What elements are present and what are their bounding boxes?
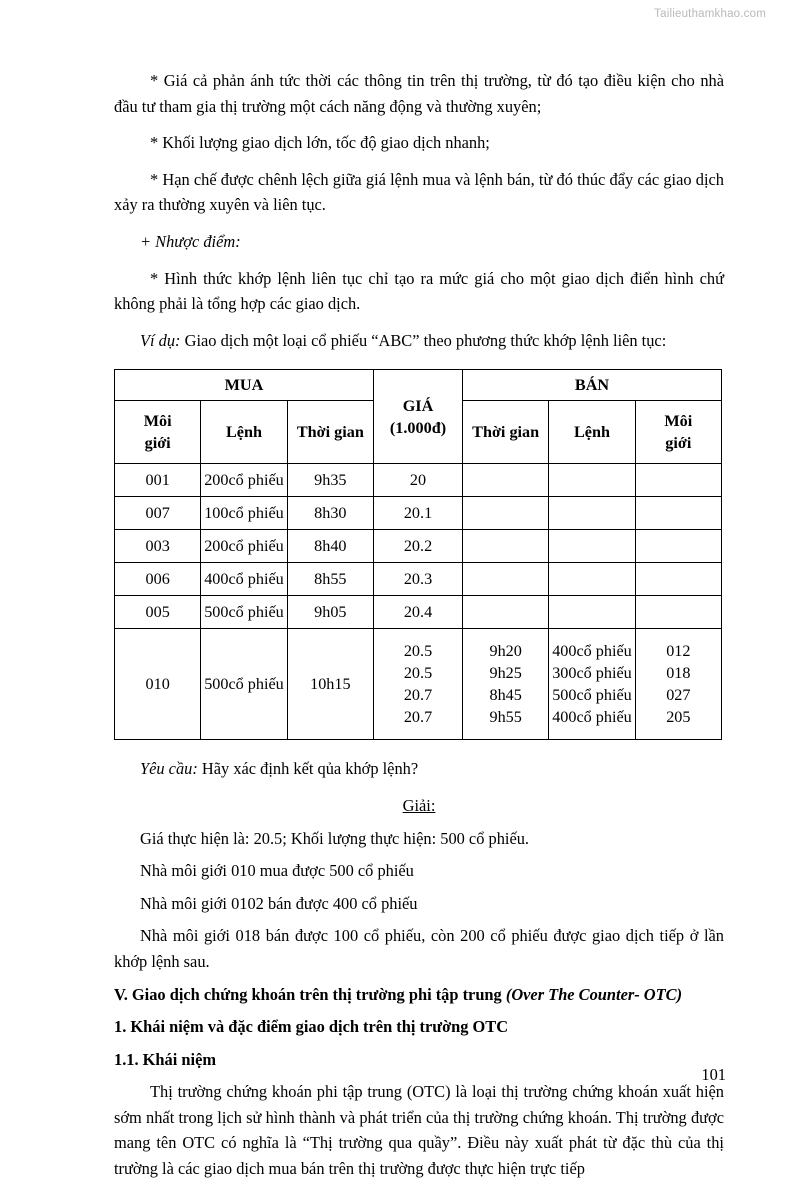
table-row bbox=[115, 563, 722, 596]
cell-sell-order bbox=[549, 563, 635, 596]
cell-buy-order: 500cổ phiếu bbox=[201, 596, 287, 629]
page-content bbox=[114, 68, 724, 1182]
buy-broker-line-1: Môi bbox=[143, 412, 172, 431]
heading-section-1-1: 1.1. Khái niệm bbox=[114, 1049, 216, 1069]
paragraph-bullet-1: * Giá cả phản ánh tức thời các thông tin trên thị trường, từ đó tạo điều kiện cho nhà đầu tư tham gia thị trường một cách năng động và thường xuyên; bbox=[114, 71, 724, 116]
cell-sell-broker bbox=[635, 497, 721, 530]
sell-broker-line-2: giới bbox=[665, 434, 692, 453]
cell-sell-broker bbox=[635, 563, 721, 596]
cell-sell-broker bbox=[635, 464, 721, 497]
watermark-text: Tailieuthamkhao.com bbox=[654, 8, 766, 20]
price-unit-label: (1.000đ) bbox=[389, 418, 447, 437]
price-label: GIÁ bbox=[402, 396, 434, 415]
sell-order-entry: 400cổ phiếu bbox=[552, 708, 632, 727]
paragraph-yeu-cau bbox=[114, 756, 724, 782]
spacer bbox=[114, 317, 724, 328]
spacer bbox=[114, 218, 724, 229]
price-entry: 20.5 bbox=[403, 642, 433, 661]
paragraph-vi-du bbox=[114, 328, 724, 354]
table-head bbox=[115, 370, 722, 464]
spacer bbox=[114, 916, 724, 923]
paragraph-otc-definition: Thị trường chứng khoán phi tập trung (OTC) là loại thị trường chứng khoán xuất hiện sớm nhất trong lịch sử hình thành và phát triển của thị trường chứng khoán. Thị trường được mang tên OTC có nghĩa là “Thị trường qua quầy”. Điều này xuất phát từ đặc thù của thị trường là các giao dịch mua bán trên thị trường được thực hiện trực tiếp bbox=[114, 1082, 724, 1179]
sell-broker-entry: 012 bbox=[666, 642, 691, 661]
cell-buy-order: 500cổ phiếu bbox=[201, 629, 287, 740]
col-header-sell-order: Lệnh bbox=[549, 401, 635, 464]
label-giai: Giải: bbox=[402, 795, 436, 815]
cell-buy-order: 400cổ phiếu bbox=[201, 563, 287, 596]
col-header-sell-broker bbox=[635, 401, 721, 464]
cell-sell-time bbox=[463, 497, 549, 530]
text-vi-du: Giao dịch một loại cổ phiếu “ABC” theo phương thức khớp lệnh liên tục: bbox=[180, 330, 667, 350]
cell-price: 20.2 bbox=[374, 530, 463, 563]
cell-sell-order bbox=[549, 497, 635, 530]
label-vi-du: Ví dụ: bbox=[140, 330, 181, 350]
sell-time-entry: 9h20 bbox=[489, 642, 522, 661]
cell-price: 20.1 bbox=[374, 497, 463, 530]
table-group-header-row bbox=[115, 370, 722, 401]
paragraph-giai-2: Nhà môi giới 010 mua được 500 cổ phiếu bbox=[140, 861, 414, 881]
text-yeu-cau: Hãy xác định kết qủa khớp lệnh? bbox=[197, 759, 419, 779]
cell-buy-time: 9h05 bbox=[287, 596, 373, 629]
spacer bbox=[114, 740, 724, 756]
cell-sell-broker bbox=[635, 596, 721, 629]
cell-buy-order: 100cổ phiếu bbox=[201, 497, 287, 530]
cell-sell-time bbox=[463, 530, 549, 563]
cell-sell-time bbox=[463, 596, 549, 629]
cell-sell-time-stack bbox=[463, 629, 549, 740]
paragraph-bullet-4: * Hình thức khớp lệnh liên tục chỉ tạo ra mức giá cho một giao dịch điển hình chứ không phải là tổng hợp các giao dịch. bbox=[114, 268, 724, 314]
cell-buy-time: 8h40 bbox=[287, 530, 373, 563]
cell-price: 20.3 bbox=[374, 563, 463, 596]
spacer bbox=[114, 975, 724, 982]
table-row bbox=[115, 530, 722, 563]
spacer bbox=[114, 1007, 724, 1014]
cell-buy-broker: 006 bbox=[115, 563, 201, 596]
spacer bbox=[114, 119, 724, 130]
spacer bbox=[114, 884, 724, 891]
paragraph-giai-1: Giá thực hiện là: 20.5; Khối lượng thực hiện: 500 cổ phiếu. bbox=[140, 828, 530, 848]
spacer bbox=[114, 353, 724, 369]
cell-sell-time bbox=[463, 563, 549, 596]
sell-order-entry: 300cổ phiếu bbox=[552, 664, 632, 683]
paragraph-bullet-3: * Hạn chế được chênh lệch giữa giá lệnh mua và lệnh bán, từ đó thúc đẩy các giao dịch xảy ra thường xuyên và liên tục. bbox=[114, 169, 724, 215]
col-header-buy-order: Lệnh bbox=[201, 401, 287, 464]
cell-sell-broker-stack bbox=[635, 629, 721, 740]
cell-buy-broker: 010 bbox=[115, 629, 201, 740]
paragraph-giai-3: Nhà môi giới 0102 bán được 400 cổ phiếu bbox=[140, 893, 418, 913]
sell-time-entry: 9h25 bbox=[489, 664, 522, 683]
sell-broker-line-1: Môi bbox=[664, 412, 693, 431]
spacer bbox=[114, 851, 724, 858]
cell-sell-order bbox=[549, 596, 635, 629]
cell-price-stack bbox=[374, 629, 463, 740]
cell-buy-time: 8h55 bbox=[287, 563, 373, 596]
heading-v-italic-text: (Over The Counter- OTC) bbox=[505, 984, 683, 1004]
cell-price: 20 bbox=[374, 464, 463, 497]
label-nhuoc-diem: + Nhược điểm: bbox=[140, 231, 241, 251]
table-row-multiline bbox=[115, 629, 722, 740]
cell-buy-order: 200cổ phiếu bbox=[201, 464, 287, 497]
cell-sell-time bbox=[463, 464, 549, 497]
group-header-price bbox=[374, 370, 463, 464]
col-header-buy-broker bbox=[115, 401, 201, 464]
cell-sell-order bbox=[549, 530, 635, 563]
paragraph-giai-heading bbox=[114, 793, 724, 819]
cell-price: 20.4 bbox=[374, 596, 463, 629]
sell-broker-entry: 027 bbox=[666, 686, 691, 705]
spacer bbox=[114, 782, 724, 793]
spacer bbox=[114, 1072, 724, 1079]
cell-buy-broker: 007 bbox=[115, 497, 201, 530]
table-row bbox=[115, 464, 722, 497]
paragraph-bullet-2: * Khối lượng giao dịch lớn, tốc độ giao dịch nhanh; bbox=[150, 133, 490, 153]
table-body bbox=[115, 464, 722, 740]
heading-section-1: 1. Khái niệm và đặc điểm giao dịch trên thị trường OTC bbox=[114, 1017, 509, 1037]
page-number: 101 bbox=[701, 1065, 726, 1084]
sell-time-entry: 9h55 bbox=[489, 708, 522, 727]
heading-v-main-text: V. Giao dịch chứng khoán trên thị trường phi tập trung bbox=[114, 984, 506, 1004]
sell-time-entry: 8h45 bbox=[489, 686, 522, 705]
table-row bbox=[115, 596, 722, 629]
price-entry: 20.7 bbox=[403, 686, 433, 705]
paragraph-giai-4: Nhà môi giới 018 bán được 100 cổ phiếu, còn 200 cổ phiếu được giao dịch tiếp ở lần khớp lệnh sau. bbox=[114, 926, 724, 971]
buy-broker-line-2: giới bbox=[144, 434, 171, 453]
col-header-buy-time: Thời gian bbox=[287, 401, 373, 464]
sell-broker-entry: 018 bbox=[666, 664, 691, 683]
group-header-buy: MUA bbox=[115, 370, 374, 401]
cell-sell-broker bbox=[635, 530, 721, 563]
price-entry: 20.5 bbox=[403, 664, 433, 683]
col-header-sell-time: Thời gian bbox=[463, 401, 549, 464]
cell-buy-time: 9h35 bbox=[287, 464, 373, 497]
order-matching-table bbox=[114, 369, 722, 740]
cell-sell-order bbox=[549, 464, 635, 497]
cell-buy-time: 10h15 bbox=[287, 629, 373, 740]
cell-buy-order: 200cổ phiếu bbox=[201, 530, 287, 563]
cell-sell-order-stack bbox=[549, 629, 635, 740]
cell-buy-broker: 005 bbox=[115, 596, 201, 629]
cell-buy-broker: 001 bbox=[115, 464, 201, 497]
label-yeu-cau: Yêu cầu: bbox=[140, 759, 198, 779]
spacer bbox=[114, 156, 724, 167]
cell-buy-time: 8h30 bbox=[287, 497, 373, 530]
table-row bbox=[115, 497, 722, 530]
spacer bbox=[114, 819, 724, 826]
cell-buy-broker: 003 bbox=[115, 530, 201, 563]
spacer bbox=[114, 255, 724, 266]
price-entry: 20.7 bbox=[403, 708, 433, 727]
group-header-sell: BÁN bbox=[463, 370, 722, 401]
sell-order-entry: 500cổ phiếu bbox=[552, 686, 632, 705]
heading-section-v bbox=[114, 982, 724, 1008]
sell-broker-entry: 205 bbox=[666, 708, 691, 727]
spacer bbox=[114, 1040, 724, 1047]
sell-order-entry: 400cổ phiếu bbox=[552, 642, 632, 661]
